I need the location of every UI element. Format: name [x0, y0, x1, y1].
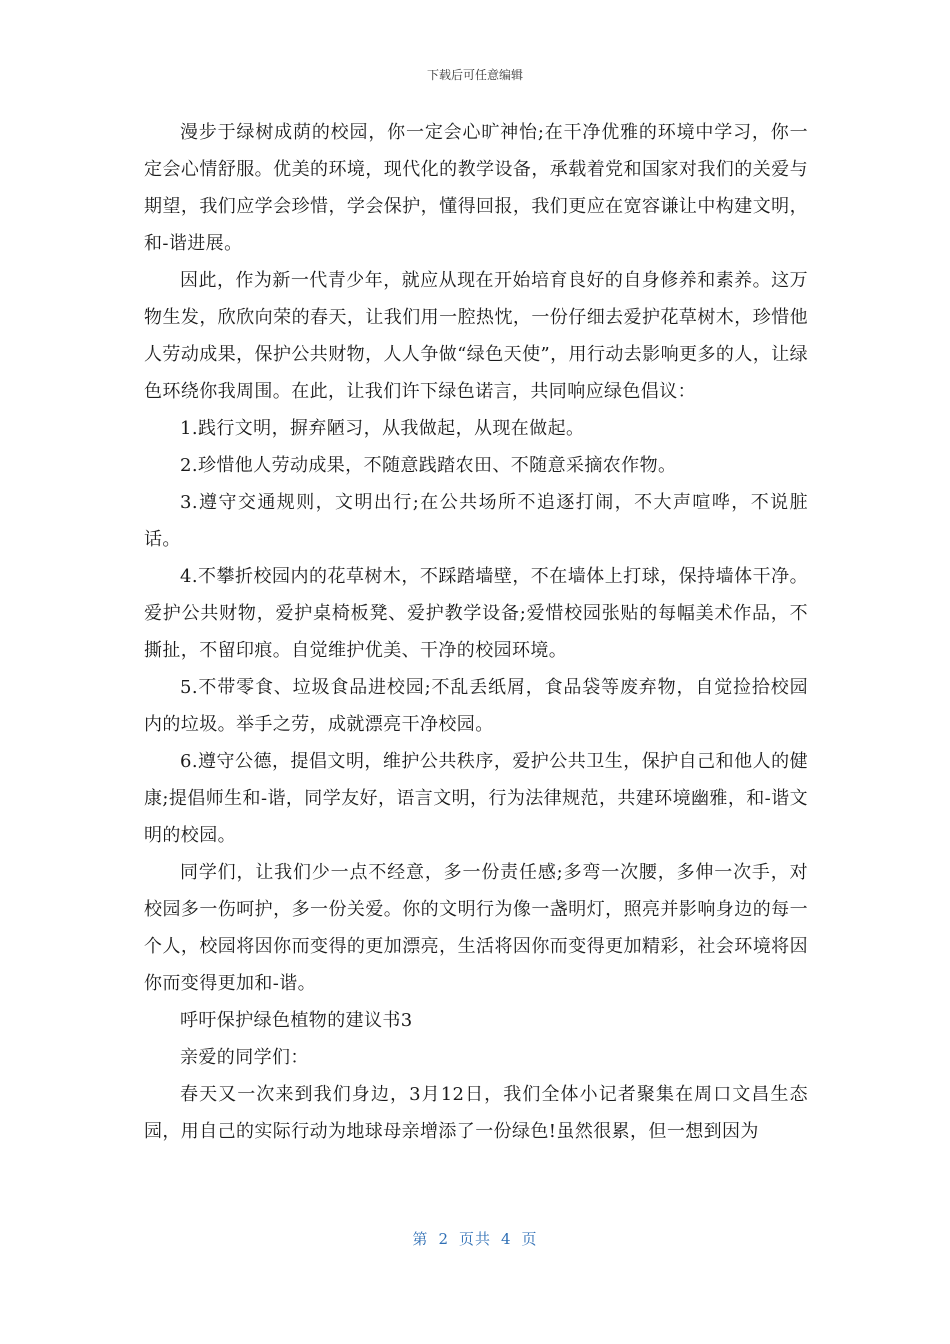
- page-footer: [0, 1228, 950, 1249]
- footer-word: 第: [412, 1230, 429, 1248]
- list-item: 2.珍惜他人劳动成果，不随意践踏农田、不随意采摘农作物。: [180, 455, 677, 476]
- total-pages: 4: [501, 1230, 512, 1248]
- list-item: 3.遵守交通规则，文明出行;在公共场所不追逐打闹，不大声喧哗，不说脏话。: [144, 492, 808, 550]
- list-item: 5.不带零食、垃圾食品进校园;不乱丢纸屑，食品袋等废弃物，自觉捡拾校园内的垃圾。举手之劳，成就漂亮干净校园。: [144, 677, 808, 735]
- list-item: 1.践行文明，摒弃陋习，从我做起，从现在做起。: [180, 418, 585, 439]
- footer-word: 页共: [458, 1230, 491, 1248]
- section-title: 呼吁保护绿色植物的建议书3: [180, 1010, 413, 1031]
- salutation: 亲爱的同学们：: [180, 1047, 309, 1068]
- list-item: 6.遵守公德，提倡文明，维护公共秩序，爱护公共卫生，保护自己和他人的健康;提倡师生和-谐，同学友好，语言文明，行为法律规范，共建环境幽雅，和-谐文明的校园。: [144, 751, 808, 846]
- footer-word: 页: [521, 1230, 538, 1248]
- paragraph: 同学们，让我们少一点不经意，多一份责任感;多弯一次腰，多伸一次手，对校园多一伤呵护，多一份关爱。你的文明行为像一盏明灯，照亮并影响身边的每一个人，校园将因你而变得的更加漂亮，生活将因你而变得更加精彩，社会环境将因你而变得更加和-谐。: [144, 862, 808, 994]
- list-item: 4.不攀折校园内的花草树木，不踩踏墙壁，不在墙体上打球，保持墙体干净。爱护公共财物，爱护桌椅板凳、爱护教学设备;爱惜校园张贴的每幅美术作品，不撕扯，不留印痕。自觉维护优美、干净的校园环境。: [144, 566, 808, 661]
- page-header: 下载后可任意编辑: [426, 68, 523, 82]
- paragraph: 春天又一次来到我们身边，3月12日，我们全体小记者聚集在周口文昌生态园，用自己的实际行动为地球母亲增添了一份绿色!虽然很累，但一想到因为: [144, 1084, 808, 1142]
- paragraph: 因此，作为新一代青少年，就应从现在开始培育良好的自身修养和素养。这万物生发，欣欣向荣的春天，让我们用一腔热忱，一份仔细去爱护花草树木，珍惜他人劳动成果，保护公共财物，人人争做“绿色天使”，用行动去影响更多的人，让绿色环绕你我周围。在此，让我们许下绿色诺言，共同响应绿色倡议：: [144, 270, 808, 402]
- page-number: 2: [438, 1230, 449, 1248]
- document-body: [144, 114, 808, 1150]
- paragraph: 漫步于绿树成荫的校园，你一定会心旷神怡;在干净优雅的环境中学习，你一定会心情舒服。优美的环境，现代化的教学设备，承载着党和国家对我们的关爱与期望，我们应学会珍惜，学会保护，懂得回报，我们更应在宽容谦让中构建文明，和-谐进展。: [144, 122, 808, 254]
